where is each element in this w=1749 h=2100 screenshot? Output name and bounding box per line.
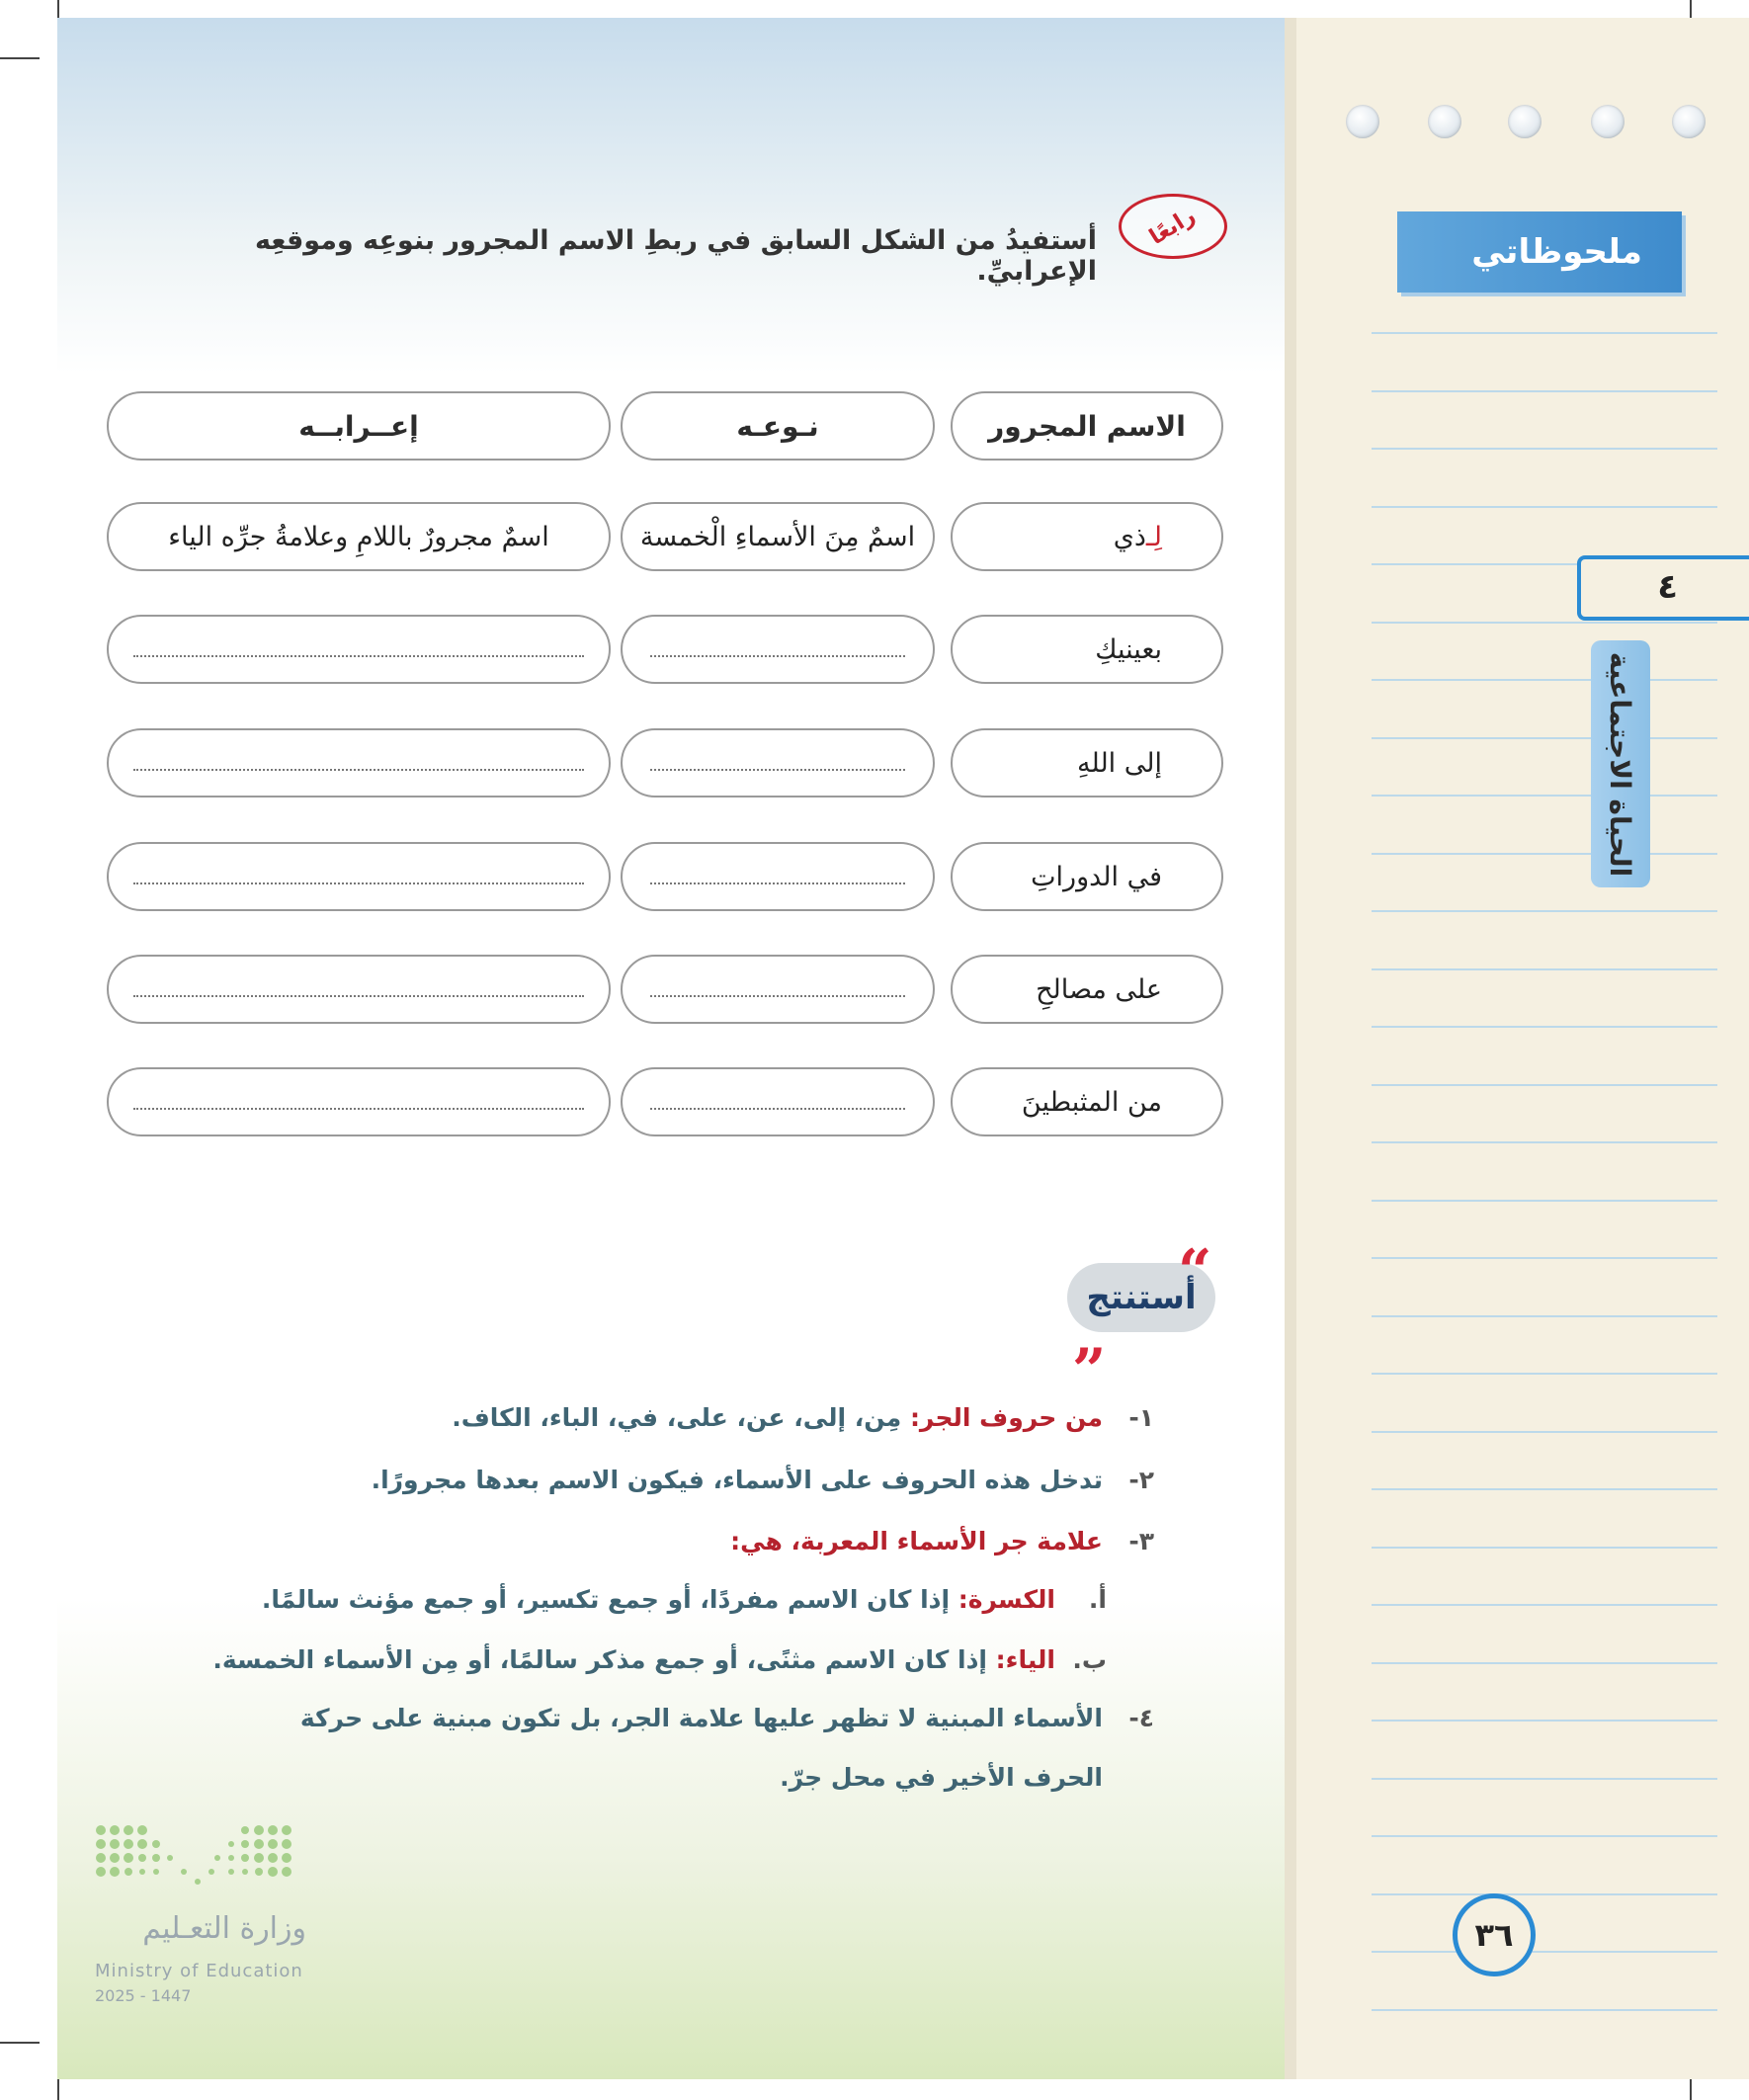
quote-close-icon: „ [1073,1302,1108,1372]
ruled-line [1372,1893,1717,1895]
ruled-line [1372,1547,1717,1549]
dotted-blank [133,869,583,884]
unit-name-tab [1591,640,1650,887]
binder-hole-icon [1508,105,1541,138]
ruled-line [1372,968,1717,970]
ruled-line [1372,1200,1717,1202]
header-type: نـوعـه [621,391,935,461]
ruled-line [1372,1951,1717,1953]
row-parse-blank[interactable] [107,615,611,684]
binder-hole-icon [1591,105,1624,138]
section-badge: رابعًا [1119,194,1227,259]
dotted-blank [650,1094,904,1110]
conclusion-item [166,1519,1154,1564]
row-noun: على مصالحِ [951,955,1223,1024]
item-text: إذا كان الاسم مفردًا، أو جمع تكسير، أو جمع مؤنث سالمًا. [261,1585,958,1614]
row-noun: إلى اللهِ [951,728,1223,798]
ruled-line [1372,1488,1717,1490]
ruled-line [1372,1720,1717,1722]
ruled-line [1372,448,1717,450]
example-noun-text: ذي [1113,521,1146,552]
item-text: تدخل هذه الحروف على الأسماء، فيكون الاسم بعدها مجرورًا. [371,1466,1103,1494]
row-parse-blank[interactable] [107,955,611,1024]
ruled-line [1372,2009,1717,2011]
item-label: من حروف الجر: [909,1403,1103,1432]
crop-mark [0,57,40,59]
dotted-blank [650,981,904,997]
dotted-blank [650,641,904,657]
row-parse-blank[interactable] [107,1067,611,1136]
item-number: أ. [1088,1585,1107,1614]
item-number: ١- [1128,1403,1154,1432]
ruled-line [1372,390,1717,392]
example-prefix: لِـ [1145,521,1162,552]
binder-hole-icon [1346,105,1379,138]
header-noun: الاسم المجرور [951,391,1223,461]
ministry-logo-icon [95,1824,312,1903]
dotted-blank [133,1094,583,1110]
instruction-text: أستفيدُ من الشكل السابق في ربطِ الاسم المجرور بنوعِه وموقعِه الإعرابيِّ. [254,225,1097,287]
quote-open-icon: “ [1178,1237,1212,1306]
conclusion-item [166,1755,1154,1801]
item-text: الأسماء المبنية لا تظهر عليها علامة الجر، بل تكون مبنية على حركة [299,1704,1103,1732]
ruled-line [1372,1431,1717,1433]
ruled-line [1372,1604,1717,1606]
ruled-line [1372,1141,1717,1143]
example-parse: اسمٌ مجرورٌ باللامِ وعلامةُ جرِّه الياء [107,502,611,571]
binder-hole-icon [1672,105,1706,138]
item-label: الياء: [995,1645,1055,1674]
conclusion-item [166,1395,1154,1441]
ruled-line [1372,1835,1717,1837]
conclusion-item [166,1458,1154,1503]
row-type-blank[interactable] [621,1067,935,1136]
ruled-line [1372,506,1717,508]
header-parse: إعــرابــه [107,391,611,461]
dotted-blank [650,755,904,771]
row-type-blank[interactable] [621,842,935,911]
example-noun [951,502,1223,571]
conclusion-item [119,1638,1107,1683]
conclusion-item [119,1577,1107,1623]
dotted-blank [133,641,583,657]
ruled-line [1372,332,1717,334]
row-parse-blank[interactable] [107,728,611,798]
ministry-year: 2025 - 1447 [95,1986,192,2005]
ruled-line [1372,1026,1717,1028]
row-type-blank[interactable] [621,728,935,798]
item-number: ٣- [1128,1527,1154,1555]
conclude-heading: أستنتج [1067,1263,1215,1332]
ruled-line [1372,1662,1717,1664]
ruled-line [1372,1778,1717,1780]
dotted-blank [133,755,583,771]
ruled-line [1372,622,1717,624]
row-type-blank[interactable] [621,955,935,1024]
ministry-english-name: Ministry of Education [95,1961,303,1981]
dotted-blank [650,869,904,884]
ruled-line [1372,1373,1717,1375]
crop-mark [0,2042,40,2044]
item-text: الحرف الأخير في محل جرّ. [780,1763,1103,1792]
notes-sidebar [1285,18,1749,2079]
binder-hole-icon [1428,105,1461,138]
item-number: ٢- [1128,1466,1154,1494]
ruled-line [1372,795,1717,797]
row-type-blank[interactable] [621,615,935,684]
example-type: اسمٌ مِنَ الأسماءِ الْخمسة [621,502,935,571]
ministry-arabic-name: وزارة التعـليم [142,1911,306,1946]
unit-name: الحياة الاجتماعية [1604,651,1637,877]
ruled-line [1372,1257,1717,1259]
item-number: ٤- [1128,1704,1154,1732]
notes-title: ملحوظاتي [1397,211,1682,293]
item-text: مِن، إلى، عن، على، في، الباء، الكاف. [452,1403,910,1432]
row-noun: في الدوراتِ [951,842,1223,911]
conclusion-item [166,1696,1154,1741]
item-text: إذا كان الاسم مثنًى، أو جمع مذكر سالمًا، أو مِن الأسماء الخمسة. [212,1645,996,1674]
item-label: علامة جر الأسماء المعربة، هي: [730,1527,1103,1555]
item-number: ب. [1072,1645,1107,1674]
page-number: ٣٦ [1453,1893,1536,1976]
ruled-line [1372,679,1717,681]
ruled-line [1372,1315,1717,1317]
item-label: الكسرة: [958,1585,1055,1614]
ruled-line [1372,853,1717,855]
row-noun: بعينيكِ [951,615,1223,684]
ruled-line [1372,910,1717,912]
dotted-blank [133,981,583,997]
ruled-line [1372,1084,1717,1086]
ruled-line [1372,737,1717,739]
row-parse-blank[interactable] [107,842,611,911]
row-noun: من المثبطينَ [951,1067,1223,1136]
unit-number: ٤ [1577,555,1749,621]
